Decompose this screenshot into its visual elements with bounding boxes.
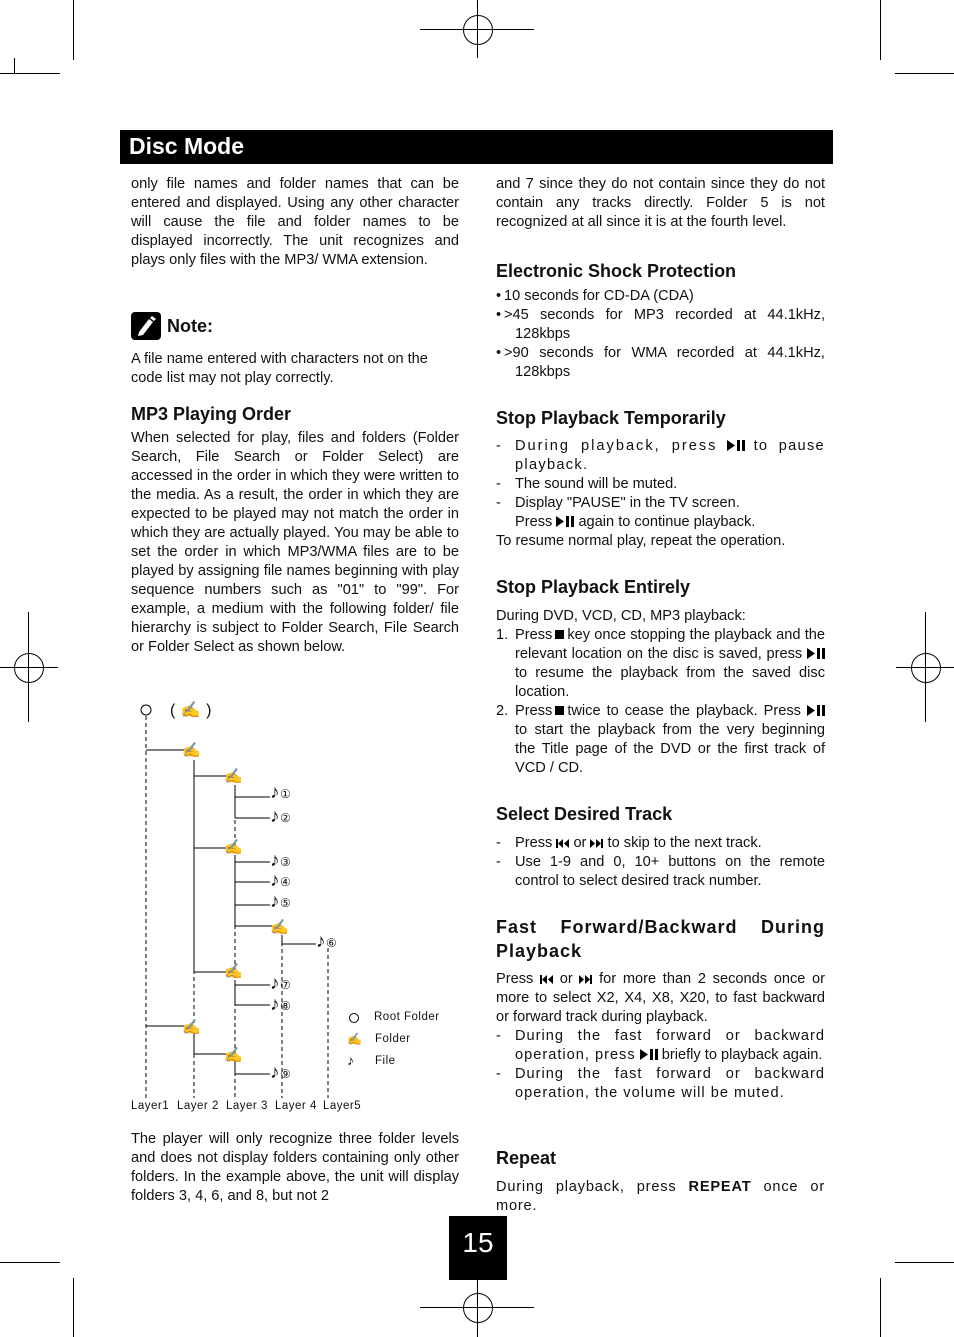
stop-icon <box>555 630 564 639</box>
stop-entirely-heading: Stop Playback Entirely <box>496 577 691 597</box>
file-icon: ♪③ <box>270 850 292 871</box>
repeat-paragraph: During playback, press REPEAT once or more. <box>496 1179 825 1214</box>
esp-list <box>496 287 825 382</box>
fast-forward-section: Press or for more than 2 seconds once or more to select X2, X4, X8, X20, to fast backward or forward track during playback. - During the fast forward or backward operation, press briefly to playback again. - During the fast forward or backward operation, the volume will be muted. <box>496 971 826 1101</box>
folder-icon: ✍ <box>182 1019 202 1036</box>
outro-paragraph: The player will only recognize three folder levels and does not display folders containing only other folders. In the example above, the unit will display folders 3, 4, 6, and 8, but not 2 <box>131 1131 459 1204</box>
folder-icon: ✍ <box>224 963 244 980</box>
list-item: - During the fast forward or backward operation, press briefly to playback again. <box>496 1028 825 1063</box>
folder-icon: ✍ <box>224 1047 244 1064</box>
folder-icon: ✍ <box>224 768 244 785</box>
root-label: ( ✍ ) <box>170 702 212 719</box>
play-pause-icon <box>807 648 825 659</box>
stop-temp-list: - During playback, press to pause playback. - The sound will be muted. - Display "PAUSE" in the TV screen. Press again to continue playback. To resume normal play, repeat the operation. <box>496 438 825 549</box>
note-text: A file name entered with characters not on the code list may not play correctly. <box>131 351 428 386</box>
list-item: • >45 seconds for MP3 recorded at 44.1kHz, 128kbps <box>496 307 825 342</box>
legend-file: File <box>375 1055 396 1067</box>
list-item: - The sound will be muted. <box>496 476 678 492</box>
layer-label: Layer 3 <box>226 1100 268 1112</box>
list-item: - Display "PAUSE" in the TV screen. Press again to continue playback. <box>496 495 756 530</box>
legend-root-folder: Root Folder <box>374 1011 440 1023</box>
folder-icon: ✍ <box>270 919 290 936</box>
file-icon: ♪⑧ <box>270 994 292 1015</box>
list-item: - During the fast forward or backward operation, the volume will be muted. <box>496 1066 825 1101</box>
list-item: - Use 1-9 and 0, 10+ buttons on the remote control to select desired track number. <box>496 854 825 889</box>
list-item: • 10 seconds for CD-DA (CDA) <box>496 288 694 304</box>
play-pause-icon <box>807 705 825 716</box>
next-icon <box>579 975 592 984</box>
file-icon: ♪⑤ <box>270 891 292 912</box>
legend-folder-icon: ✍ <box>347 1032 363 1046</box>
layer-label: Layer 2 <box>177 1100 219 1112</box>
file-icon: ♪④ <box>270 870 292 891</box>
intro-paragraph: only file names and folder names that can be entered and displayed. Using any other character will cause the file and folder names to be displayed incorrectly. The unit recognizes and plays only files with the MP3/ WMA extension. <box>131 176 459 268</box>
layer-label: Layer1 <box>131 1100 170 1112</box>
file-icon: ♪⑥ <box>316 931 338 952</box>
note-title: Note: <box>167 316 213 336</box>
page-number: 15 <box>449 1216 507 1280</box>
list-item: - Press or to skip to the next track. <box>496 835 762 851</box>
file-icon: ♪② <box>270 806 292 827</box>
play-pause-icon <box>727 440 745 451</box>
legend-file-icon: ♪ <box>347 1052 355 1068</box>
stop-icon <box>555 706 564 715</box>
select-track-heading: Select Desired Track <box>496 804 673 824</box>
layer-label: Layer5 <box>323 1100 362 1112</box>
file-icon: ♪⑨ <box>270 1062 292 1083</box>
select-track-list <box>496 834 825 891</box>
stop-temp-heading: Stop Playback Temporarily <box>496 408 726 428</box>
play-pause-icon <box>556 516 574 527</box>
layer-label: Layer 4 <box>275 1100 317 1112</box>
list-item: - During playback, press to pause playback. <box>496 438 825 473</box>
folder-icon: ✍ <box>224 839 244 856</box>
section-title: Disc Mode <box>129 133 245 159</box>
next-icon <box>590 839 603 848</box>
list-item: 1. Press key once stopping the playback and the relevant location on the disc is saved, press to resume the playback from the saved disc location. <box>496 627 825 700</box>
stop-entirely-list: During DVD, VCD, CD, MP3 playback: 1. Press key once stopping the playback and the relevant location on the disc is saved, press to resume the playback from the saved disc location. 2. Press twice to cease the playback. Press to start the playback from the very beginning the Title page of the DVD or the first track of VCD / CD. <box>496 608 825 776</box>
file-icon: ♪① <box>270 782 292 803</box>
previous-icon <box>540 975 553 984</box>
esp-heading: Electronic Shock Protection <box>496 261 737 281</box>
list-item: 2. Press twice to cease the playback. Press to start the playback from the very beginning the Title page of the DVD or the first track of VCD / CD. <box>496 703 825 776</box>
list-item: • >90 seconds for WMA recorded at 44.1kHz, 128kbps <box>496 345 825 380</box>
continued-paragraph: and 7 since they do not contain since they do not contain any tracks directly. Folder 5 is not recognized at all since it is at the fourth level. <box>496 176 825 230</box>
folder-icon: ✍ <box>182 742 202 759</box>
repeat-heading: Repeat <box>496 1148 557 1168</box>
legend-folder: Folder <box>375 1033 411 1045</box>
mp3-paragraph: When selected for play, files and folders (Folder Search, File Search or Folder Select) are accessed in the order in which they were written to the media. As a result, the order in which they are expected to be played may not match the order in which they are actually played. You may be able to set the order in which MP3/WMA files are to be played by assigning file names beginning with play sequence numbers such as "01" to "99". For example, a medium with the following folder/ file hierarchy is subject to Folder Search, File Search or Folder Select as shown below. <box>131 430 459 655</box>
fast-forward-heading: Fast Forward/Backward During Playback <box>496 917 825 961</box>
previous-icon <box>556 839 569 848</box>
mp3-heading: MP3 Playing Order <box>131 404 292 424</box>
play-pause-icon <box>640 1049 658 1060</box>
file-icon: ♪⑦ <box>270 973 292 994</box>
